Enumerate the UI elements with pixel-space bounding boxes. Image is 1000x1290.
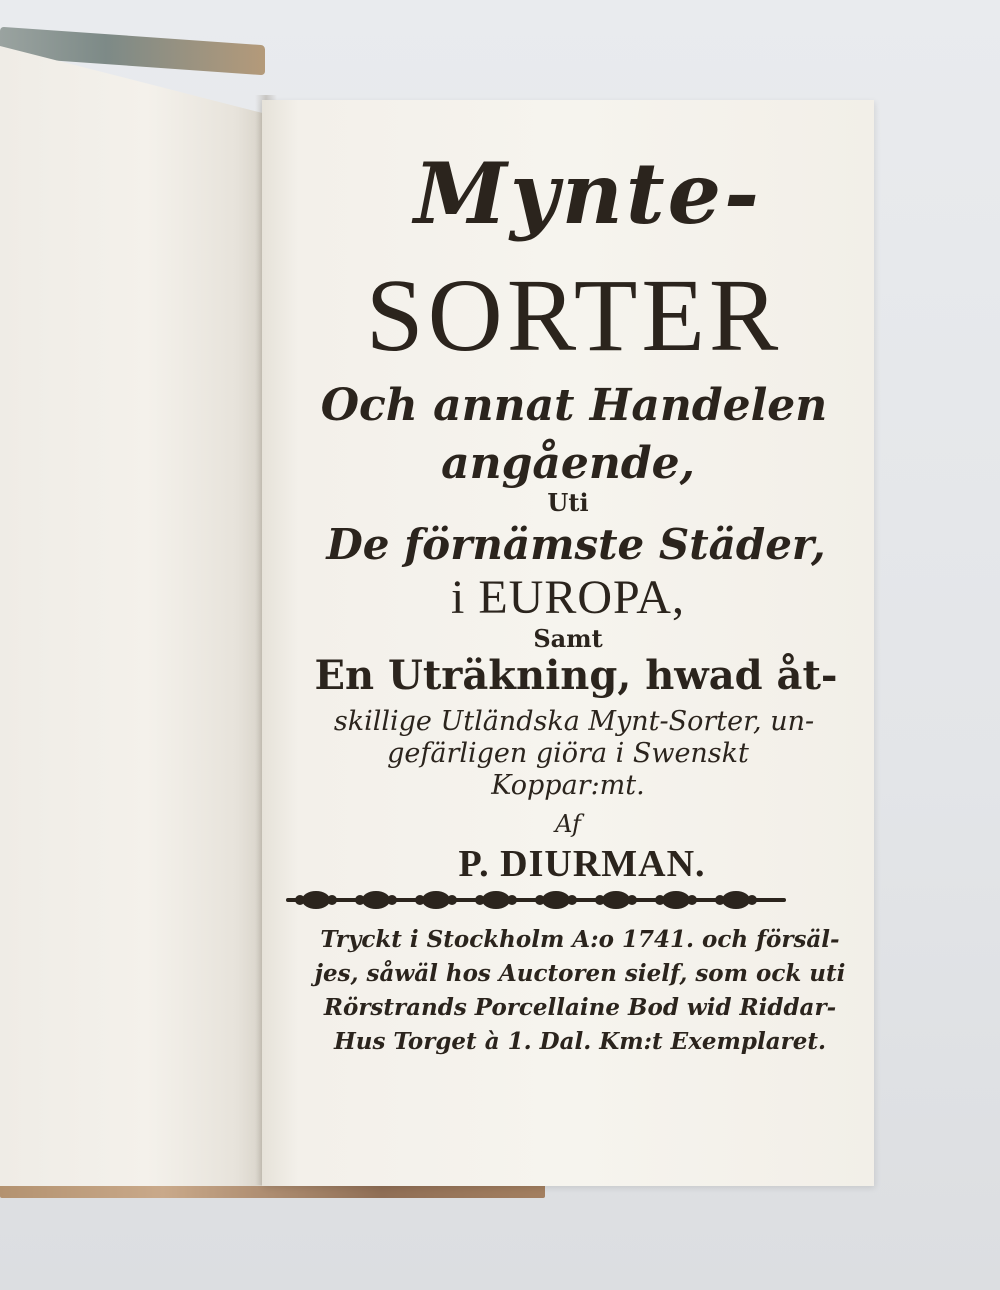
subtitle-line-europa: i EUROPA,	[451, 571, 685, 624]
ornament-flourish-5	[535, 891, 577, 909]
subtitle-line-en: En Uträkning, hwad åt-	[314, 652, 838, 699]
author-name: P. DIURMAN.	[458, 843, 706, 885]
ornament-flourish-4	[475, 891, 517, 909]
ornament-flourish-8	[715, 891, 757, 909]
ornament-flourish-1	[295, 891, 337, 909]
subtitle-line-gefar: gefärligen giöra i Swenskt	[387, 738, 749, 769]
subtitle-line-samt: Samt	[533, 624, 603, 653]
subtitle-line-koppar: Koppar:mt.	[491, 770, 645, 801]
subtitle-line-de: De förnämste Städer,	[326, 520, 826, 569]
subtitle-line-uti: Uti	[547, 488, 589, 517]
subtitle-line-och: Och annat Handelen	[320, 380, 828, 431]
imprint-line-3: Rörstrands Porcellaine Bod wid Riddar-	[323, 994, 837, 1021]
subtitle-line-angaende: angående,	[441, 438, 695, 489]
subtitle-line-stillige: skillige Utländska Mynt-Sorter, un-	[333, 706, 815, 737]
imprint-line-2: jes, såwäl hos Auctoren sielf, som ock uti	[314, 960, 846, 987]
ornament-flourish-2	[355, 891, 397, 909]
ornament-divider	[286, 886, 786, 914]
title-line-sorter: SORTER	[365, 258, 783, 373]
title-page	[262, 100, 874, 1186]
byline-af: Af	[555, 810, 581, 838]
left-blank-page	[0, 46, 268, 1186]
title-line-mynte: Mynte-	[414, 144, 762, 243]
imprint-line-1: Tryckt i Stockholm A:o 1741. och försäl-	[320, 926, 840, 953]
ornament-flourish-6	[595, 891, 637, 909]
ornament-flourish-7	[655, 891, 697, 909]
ornament-flourish-3	[415, 891, 457, 909]
imprint-line-4: Hus Torget à 1. Dal. Km:t Exemplaret.	[334, 1028, 826, 1055]
